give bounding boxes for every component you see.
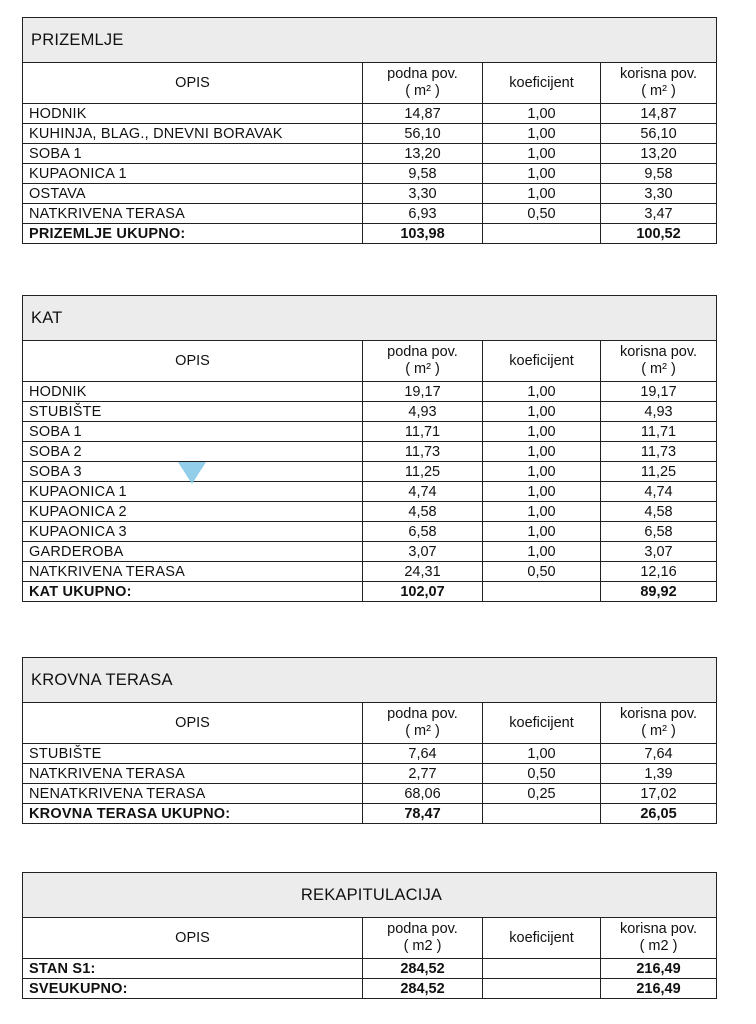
podna-header: podna pov. ( m² ): [363, 341, 483, 382]
podna-header: podna pov. ( m² ): [363, 63, 483, 104]
table-row: HODNIK 14,87 1,00 14,87: [23, 104, 717, 124]
table-row: SOBA 3 11,25 1,00 11,25: [23, 462, 717, 482]
table-row: KUPAONICA 3 6,58 1,00 6,58: [23, 522, 717, 542]
table-row: NATKRIVENA TERASA 2,77 0,50 1,39: [23, 764, 717, 784]
table-row: KUPAONICA 1 9,58 1,00 9,58: [23, 164, 717, 184]
column-header-row: [23, 341, 717, 382]
koeficijent-header: koeficijent: [483, 63, 601, 104]
prizemlje-section: [22, 17, 716, 244]
podna-header: podna pov. ( m² ): [363, 703, 483, 744]
krovna-terasa-section: [22, 657, 716, 824]
triangle-down-icon: [178, 462, 206, 484]
prizemlje-title: PRIZEMLJE: [23, 18, 717, 63]
prizemlje-table: [22, 17, 717, 244]
total-row: SVEUKUPNO: 284,52 216,49: [23, 979, 717, 999]
table-row: SOBA 1 13,20 1,00 13,20: [23, 144, 717, 164]
korisna-header: korisna pov. ( m² ): [601, 703, 717, 744]
koeficijent-header: koeficijent: [483, 703, 601, 744]
total-row: PRIZEMLJE UKUPNO: 103,98 100,52: [23, 224, 717, 244]
table-row: NENATKRIVENA TERASA 68,06 0,25 17,02: [23, 784, 717, 804]
table-row: SOBA 1 11,71 1,00 11,71: [23, 422, 717, 442]
opis-header: OPIS: [23, 703, 363, 744]
koeficijent-header: koeficijent: [483, 918, 601, 959]
total-row: KAT UKUPNO: 102,07 89,92: [23, 582, 717, 602]
kat-title: KAT: [23, 296, 717, 341]
korisna-header: korisna pov. ( m² ): [601, 63, 717, 104]
opis-header: OPIS: [23, 63, 363, 104]
krovna-terasa-title: KROVNA TERASA: [23, 658, 717, 703]
kat-table: [22, 295, 717, 602]
table-row: STUBIŠTE 7,64 1,00 7,64: [23, 744, 717, 764]
table-row: SOBA 2 11,73 1,00 11,73: [23, 442, 717, 462]
korisna-header: korisna pov. ( m2 ): [601, 918, 717, 959]
rekapitulacija-table: [22, 872, 717, 999]
column-header-row: [23, 703, 717, 744]
table-row: HODNIK 19,17 1,00 19,17: [23, 382, 717, 402]
koeficijent-header: koeficijent: [483, 341, 601, 382]
rekapitulacija-section: [22, 872, 716, 999]
table-row: GARDEROBA 3,07 1,00 3,07: [23, 542, 717, 562]
table-row: NATKRIVENA TERASA 24,31 0,50 12,16: [23, 562, 717, 582]
podna-header: podna pov. ( m2 ): [363, 918, 483, 959]
column-header-row: [23, 63, 717, 104]
rekapitulacija-title: REKAPITULACIJA: [23, 873, 717, 918]
opis-header: OPIS: [23, 341, 363, 382]
table-row: OSTAVA 3,30 1,00 3,30: [23, 184, 717, 204]
total-row: KROVNA TERASA UKUPNO: 78,47 26,05: [23, 804, 717, 824]
table-row: KUHINJA, BLAG., DNEVNI BORAVAK 56,10 1,00 56,10: [23, 124, 717, 144]
korisna-header: korisna pov. ( m² ): [601, 341, 717, 382]
table-row: KUPAONICA 1 4,74 1,00 4,74: [23, 482, 717, 502]
kat-section: [22, 295, 716, 602]
table-row: KUPAONICA 2 4,58 1,00 4,58: [23, 502, 717, 522]
table-row: STAN S1: 284,52 216,49: [23, 959, 717, 979]
krovna-terasa-table: [22, 657, 717, 824]
table-row: STUBIŠTE 4,93 1,00 4,93: [23, 402, 717, 422]
column-header-row: [23, 918, 717, 959]
table-row: NATKRIVENA TERASA 6,93 0,50 3,47: [23, 204, 717, 224]
opis-header: OPIS: [23, 918, 363, 959]
